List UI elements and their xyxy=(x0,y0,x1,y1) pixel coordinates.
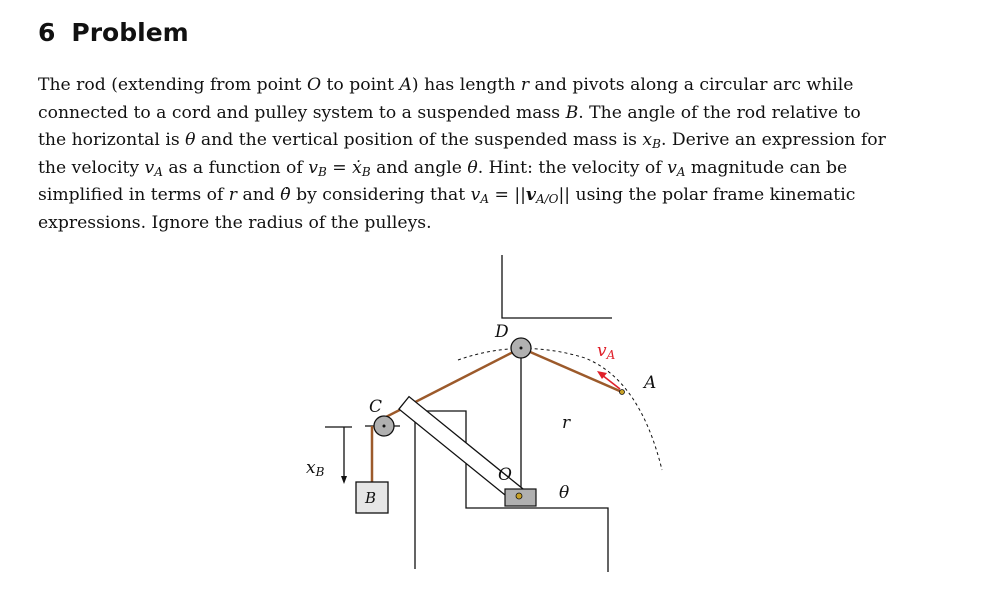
problem-line-1: The rod (extending from point O to point A) has length r and pivots along a circular arc while xyxy=(38,75,854,95)
label-c: C xyxy=(369,397,383,417)
label-b: B xyxy=(365,489,377,507)
pivot-o xyxy=(516,493,522,499)
dashed-arc xyxy=(458,348,662,470)
label-d: D xyxy=(495,322,509,342)
label-xb: xB xyxy=(306,458,325,479)
problem-line-5: simplified in terms of r and θ̇ by considering that $v_A = ||v_{A/O}||$ using the polar frame kinematic xyxy=(38,185,856,206)
problem-line-3: the horizontal is θ and the vertical position of the suspended mass is $x_B$. Derive an expression for xyxy=(38,130,886,151)
label-va: vA xyxy=(597,341,616,362)
pivot-a xyxy=(620,390,625,395)
xb-arrow-head xyxy=(341,476,347,484)
problem-line-2: connected to a cord and pulley system to a suspended mass B. The angle of the rod relative to xyxy=(38,102,861,123)
label-o: O xyxy=(498,465,512,485)
label-theta: θ xyxy=(559,483,570,503)
label-r: r xyxy=(562,413,571,433)
problem-line-4: the velocity $v_A$ as a function of $v_B$ = ẋ$_B$ and angle θ. Hint: the velocity of $v_A$ magnitude can be xyxy=(38,157,848,179)
problem-line-6: expressions. Ignore the radius of the pulleys. xyxy=(38,212,432,233)
rod-oa xyxy=(399,397,524,503)
label-a: A xyxy=(644,373,657,393)
ceiling-support xyxy=(502,255,612,318)
section-number: 6 xyxy=(38,18,56,47)
section-title: Problem xyxy=(71,18,189,47)
